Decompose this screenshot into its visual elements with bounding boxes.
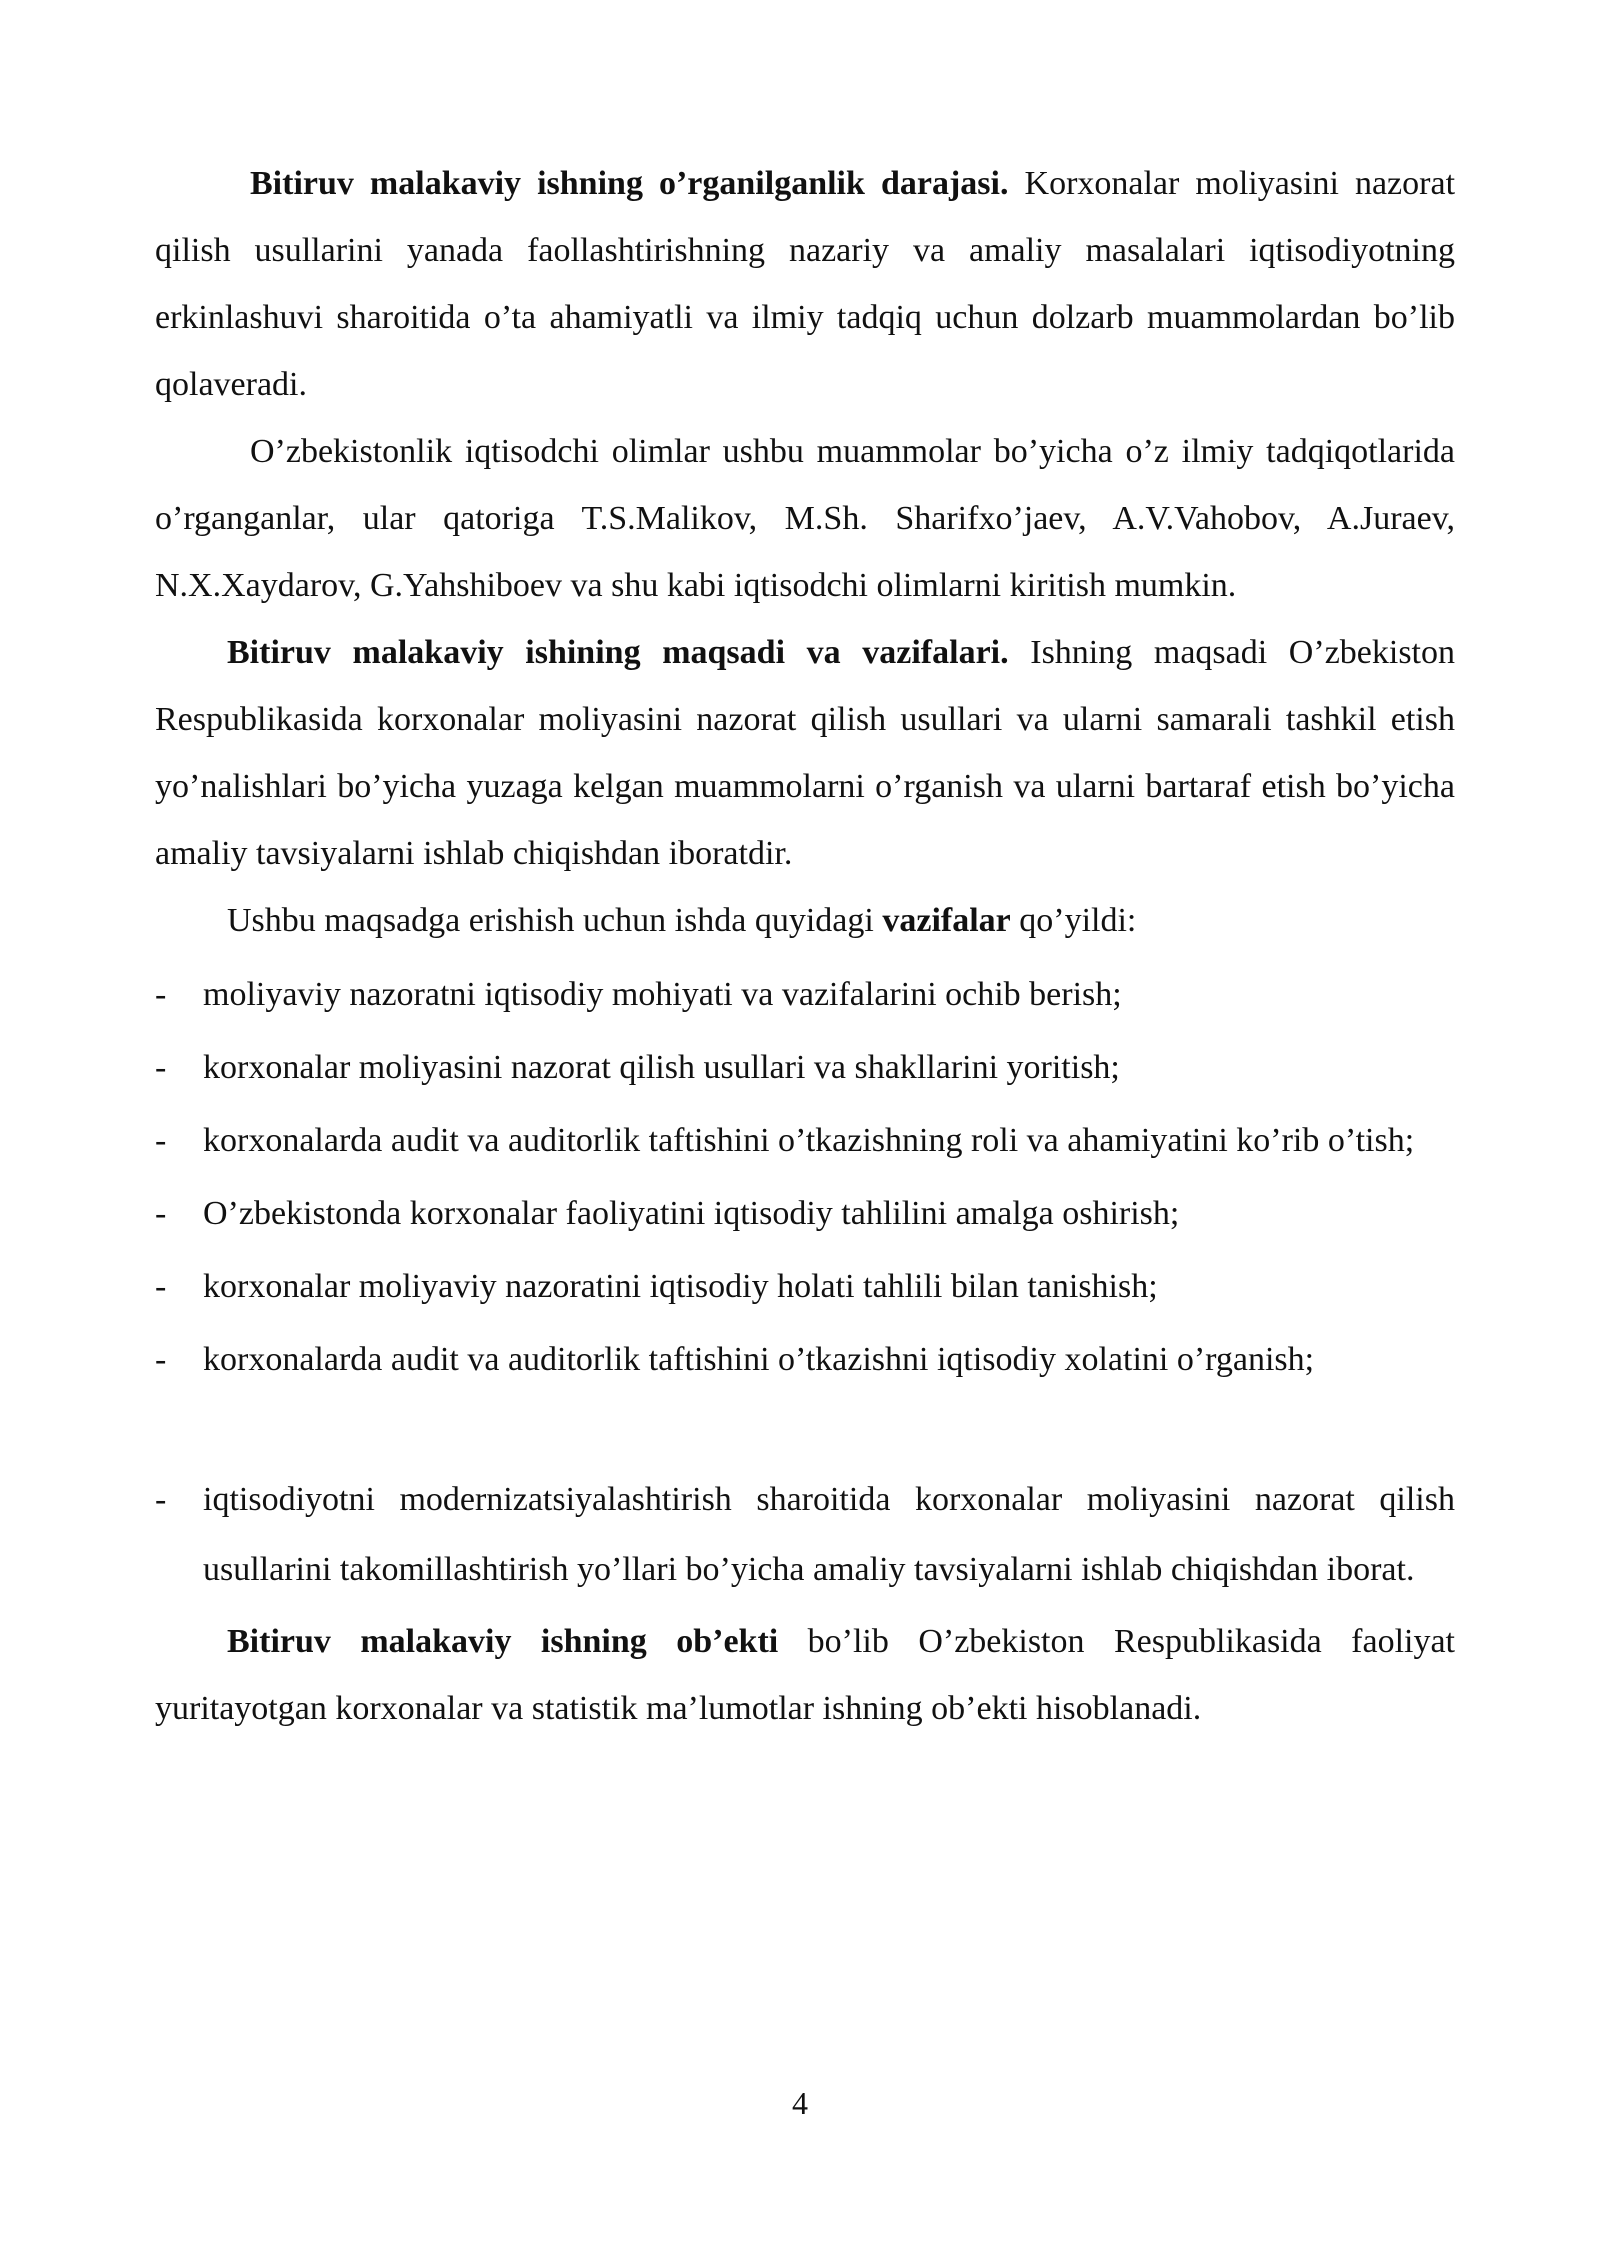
tasks-intro-after: qo’yildi: <box>1010 902 1137 939</box>
list-item <box>155 1033 1455 1103</box>
list-item <box>155 1106 1455 1176</box>
bullet-dash: - <box>155 1122 167 1159</box>
heading-goals: Bitiruv malakaviy ishining maqsadi va vazifalari. <box>227 634 1009 671</box>
list-item <box>155 1465 1455 1605</box>
list-item-text: iqtisodiyotni modernizatsiyalashtirish sharoitida korxonalar moliyasini nazorat qilish usullarini takomillashtirish yo’llari bo’yicha amaliy tavsiyalarni ishlab chiqishdan iborat. <box>203 1481 1455 1588</box>
paragraph-study-level-text: Korxonalar moliyasini nazorat qilish usullarini yanada faollashtirishning nazariy va amaliy masalalari iqtisodiyotning erkinlashuvi sharoitida o’ta ahamiyatli va ilmiy tadqiq uchun dolzarb muammolardan bo’lib qolaveradi. <box>155 165 1456 403</box>
list-item-text: moliyaviy nazoratni iqtisodiy mohiyati va vazifalarini ochib berish; <box>203 976 1122 1013</box>
list-item-text: korxonalarda audit va auditorlik taftishini o’tkazishning roli va ahamiyatini ko’rib o’tish; <box>203 1122 1415 1159</box>
paragraph-scholars <box>155 418 1455 619</box>
paragraph-goals <box>155 619 1455 887</box>
bullet-dash: - <box>155 1268 167 1305</box>
paragraph-study-level <box>155 150 1455 418</box>
bullet-dash: - <box>155 1481 167 1518</box>
list-item-text: O’zbekistonda korxonalar faoliyatini iqtisodiy tahlilini amalga oshirish; <box>203 1195 1180 1232</box>
tasks-intro-bold: vazifalar <box>882 902 1011 939</box>
tasks-intro-before: Ushbu maqsadga erishish uchun ishda quyidagi <box>227 902 883 939</box>
paragraph-object <box>155 1608 1455 1742</box>
paragraph-tasks-intro <box>155 887 1455 954</box>
bullet-dash: - <box>155 1341 167 1378</box>
page-number: 4 <box>792 2085 808 2121</box>
bullet-dash: - <box>155 1195 167 1232</box>
task-list <box>155 960 1455 1605</box>
document-page <box>155 150 1455 1742</box>
list-item <box>155 1325 1455 1395</box>
heading-object: Bitiruv malakaviy ishning ob’ekti <box>227 1623 779 1660</box>
paragraph-scholars-text: O’zbekistonlik iqtisodchi olimlar ushbu muammolar bo’yicha o’z ilmiy tadqiqotlarida o’rganganlar, ular qatoriga T.S.Malikov, M.Sh. Sharifxo’jaev, A.V.Vahobov, A.Juraev, N.X.Xaydarov, G.Yahshiboev va shu kabi iqtisodchi olimlarni kiritish mumkin. <box>155 433 1455 604</box>
paragraph-goals-text: Ishning maqsadi O’zbekiston Respublikasida korxonalar moliyasini nazorat qilish usullari va ularni samarali tashkil etish yo’nalishlari bo’yicha yuzaga kelgan muammolarni o’rganish va ularni bartaraf etish bo’yicha amaliy tavsiyalarni ishlab chiqishdan iboratdir. <box>155 634 1455 872</box>
bullet-dash: - <box>155 1049 167 1086</box>
paragraph-object-text: bo’lib O’zbekiston Respublikasida faoliyat yuritayotgan korxonalar va statistik ma’lumotlar ishning ob’ekti hisoblanadi. <box>155 1623 1455 1727</box>
list-item <box>155 1252 1455 1322</box>
list-item-text: korxonalar moliyasini nazorat qilish usullari va shakllarini yoritish; <box>203 1049 1120 1086</box>
list-item-text: korxonalar moliyaviy nazoratini iqtisodiy holati tahlili bilan tanishish; <box>203 1268 1158 1305</box>
list-item <box>155 960 1455 1030</box>
list-item <box>155 1179 1455 1249</box>
heading-study-level: Bitiruv malakaviy ishning o’rganilganlik darajasi. <box>250 165 1009 202</box>
list-item-text: korxonalarda audit va auditorlik taftishini o’tkazishni iqtisodiy xolatini o’rganish; <box>203 1341 1315 1378</box>
bullet-dash: - <box>155 976 167 1013</box>
